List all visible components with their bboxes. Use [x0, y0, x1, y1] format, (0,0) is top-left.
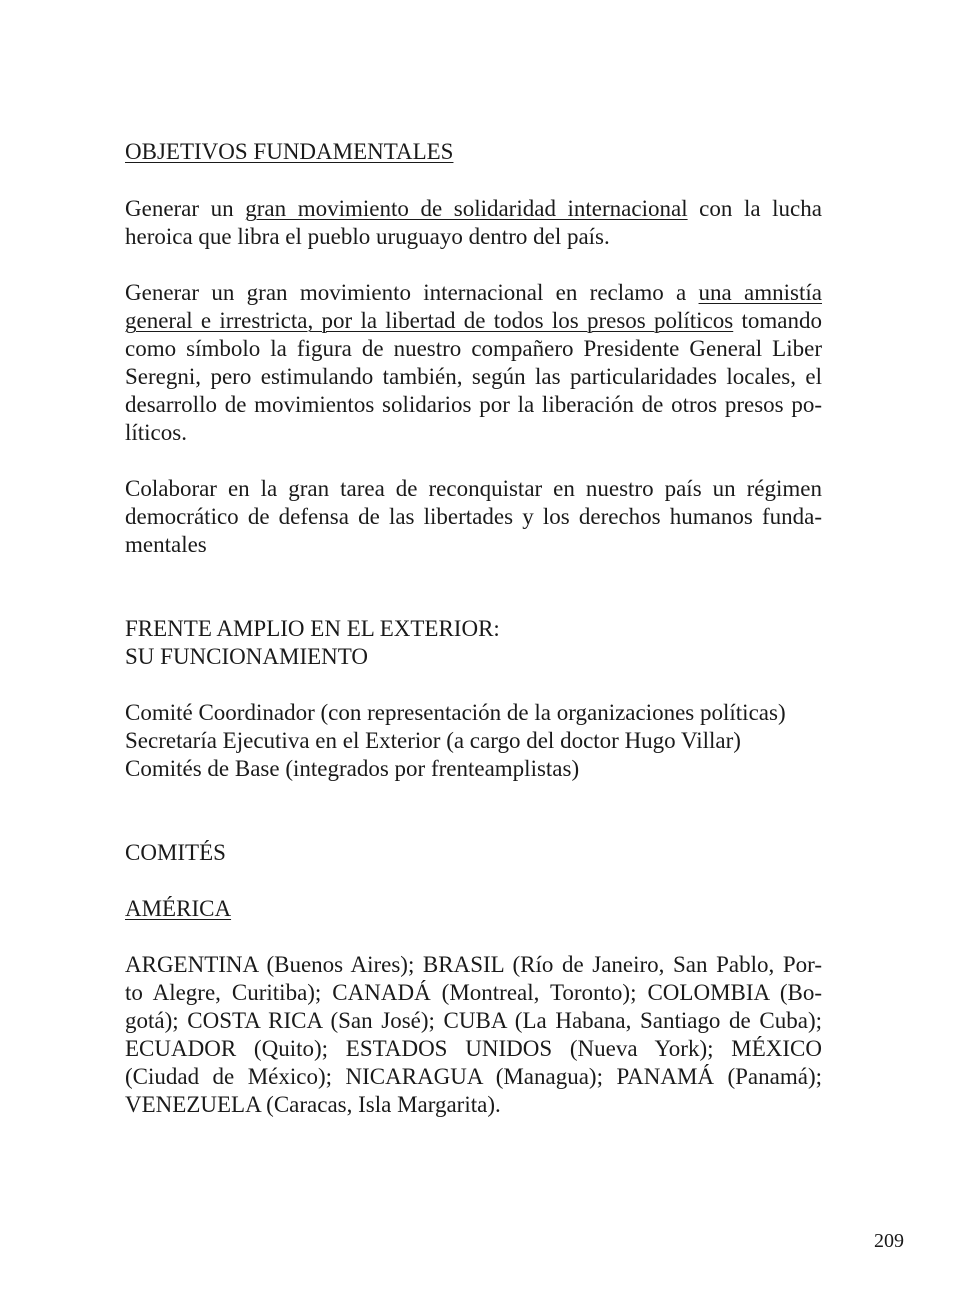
america-list-line: ECUADOR (Quito); ESTADOS UNIDOS (Nueva York); MÉXICO	[125, 1036, 822, 1061]
objetivos-p3-line-3: mentales	[125, 532, 207, 557]
page-number: 209	[874, 1230, 904, 1252]
america-heading: AMÉRICA	[125, 896, 232, 921]
text-span: Generar un gran movimiento internacional en reclamo a	[125, 280, 699, 305]
underlined-phrase: gran movimiento de solidaridad internacional	[245, 196, 688, 221]
america-list-line: ARGENTINA (Buenos Aires); BRASIL (Río de Janeiro, San Pablo, Por-	[125, 952, 822, 977]
comites-heading: COMITÉS	[125, 840, 226, 865]
objetivos-p2-line-3: como símbolo la figura de nuestro compañero Presidente General Liber	[125, 336, 822, 361]
objetivos-p2-line-5: desarrollo de movimientos solidarios por la liberación de otros presos po-	[125, 392, 822, 417]
america-list-line: VENEZUELA (Caracas, Isla Margarita).	[125, 1092, 501, 1117]
underlined-phrase: una amnistía	[698, 280, 822, 305]
america-list-line: (Ciudad de México); NICARAGUA (Managua); PANAMÁ (Panamá);	[125, 1064, 822, 1089]
objetivos-p2-line-6: líticos.	[125, 420, 187, 445]
frente-heading-line-1: FRENTE AMPLIO EN EL EXTERIOR:	[125, 616, 500, 641]
text-span: tomando	[733, 308, 822, 333]
america-list-line: gotá); COSTA RICA (San José); CUBA (La Habana, Santiago de Cuba);	[125, 1008, 822, 1033]
frente-item: Comités de Base (integrados por frenteamplistas)	[125, 756, 580, 781]
text-span: con la lucha	[687, 196, 822, 221]
underlined-phrase: general e irrestricta, por la libertad de todos los presos políticos	[125, 308, 734, 333]
objetivos-p2-line-4: Seregni, pero estimulando también, según las particularidades locales, el	[125, 364, 822, 389]
america-list-line: to Alegre, Curitiba); CANADÁ (Montreal, Toronto); COLOMBIA (Bo-	[125, 980, 822, 1005]
objetivos-p3-line-2: democrático de defensa de las libertades y los derechos humanos funda-	[125, 504, 822, 529]
text-span: Generar un	[125, 196, 246, 221]
objetivos-p2-line-1	[125, 279, 822, 307]
objetivos-p2-line-2	[125, 307, 822, 335]
objetivos-p1-line-1	[125, 195, 822, 223]
objetivos-heading: OBJETIVOS FUNDAMENTALES	[125, 139, 454, 164]
frente-heading-line-2: SU FUNCIONAMIENTO	[125, 644, 369, 669]
frente-item: Secretaría Ejecutiva en el Exterior (a cargo del doctor Hugo Villar)	[125, 728, 741, 753]
objetivos-p3-line-1: Colaborar en la gran tarea de reconquistar en nuestro país un régimen	[125, 476, 822, 501]
objetivos-p1-line-2: heroica que libra el pueblo uruguayo dentro del país.	[125, 224, 610, 249]
frente-item: Comité Coordinador (con representación de la organizaciones políticas)	[125, 700, 786, 725]
